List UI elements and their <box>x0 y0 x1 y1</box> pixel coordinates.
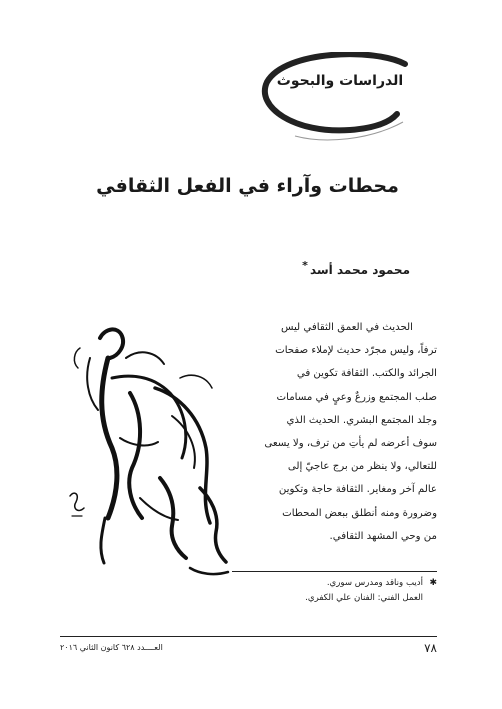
footnote-author <box>232 576 437 591</box>
footnote-divider <box>232 571 437 572</box>
footer-divider <box>60 636 437 637</box>
ink-figure-artwork <box>60 318 245 588</box>
section-title: الدراسات والبحوث <box>276 73 404 89</box>
author-line <box>120 259 410 277</box>
artwork-credit: العمل الفني: الفنان علي الكفري. <box>305 593 423 603</box>
body-line: للتعالي، ولا ينظر من برج عاجيّ إلى <box>287 461 437 473</box>
page-number: ٧٨ <box>424 641 437 655</box>
body-line: وضرورة ومنه أنطلق ببعض المحطات <box>282 507 437 519</box>
article-body <box>232 316 437 548</box>
article-title: محطات وآراء في الفعل الثقافي <box>96 175 399 197</box>
body-line: الحديث في العمق الثقافي ليس <box>280 322 413 333</box>
footnotes <box>232 576 437 606</box>
body-line: سوف أعرضه لم يأتِ من ترف، ولا يسعى <box>264 438 437 450</box>
body-line: من وحي المشهد الثقافي. <box>329 530 437 542</box>
body-line: صلب المجتمع وزرعٌ وعيٍ في مسامات <box>276 391 437 403</box>
issue-info: العــــدد ٦٢٨ كانون الثاني ٢٠١٦ <box>60 643 163 652</box>
body-line: ترفاً، وليس مجرّد حديث لإملاء صفحات <box>275 345 437 357</box>
author-name: محمود محمد أسد <box>309 263 410 277</box>
body-line: الجرائد والكتب. الثقافة تكوين في <box>296 368 437 380</box>
author-bio: أديب وناقد ومدرس سوري. <box>326 578 423 588</box>
body-line: عالم آخر ومغاير. الثقافة حاجة وتكوين <box>278 484 437 496</box>
footnote-star-icon: ✱ <box>429 578 437 588</box>
body-line: وجلد المجتمع البشري. الحديث الذي <box>286 414 437 426</box>
section-badge-graphic <box>255 52 415 142</box>
author-footnote-mark: * <box>302 259 308 272</box>
